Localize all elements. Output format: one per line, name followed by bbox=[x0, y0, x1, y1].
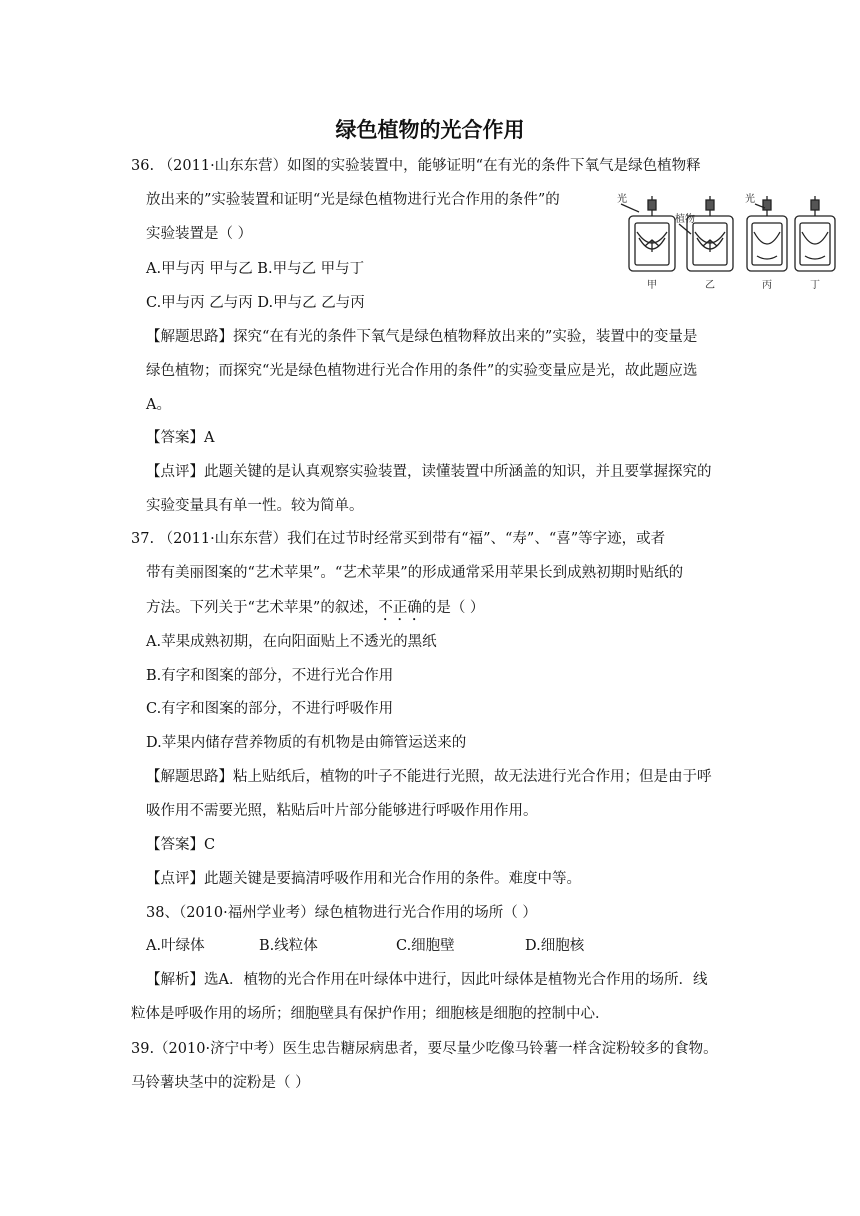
jar-bing bbox=[747, 196, 787, 271]
q37-option-c: C.有字和图案的部分，不进行呼吸作用 bbox=[146, 701, 394, 717]
q36-stem-line3: 实验装置是（ ） bbox=[146, 226, 253, 242]
fig-label-plant: 植物 bbox=[675, 214, 695, 225]
q37-stem-line3-post: 的是（ ） bbox=[421, 600, 485, 616]
q38-analysis-line2: 粒体是呼吸作用的场所；细胞壁具有保护作用；细胞核是细胞的控制中心． bbox=[131, 1006, 610, 1022]
fig-label-light-1: 光 bbox=[617, 194, 627, 205]
q37-thinking-line2: 吸作用不需要光照，粘贴后叶片部分能够进行呼吸作用作用。 bbox=[146, 803, 538, 819]
q36-options-ab: A.甲与丙 甲与乙 B.甲与乙 甲与丁 bbox=[146, 261, 365, 277]
q38-option-a: A.叶绿体 bbox=[146, 938, 205, 954]
q38-analysis-line1: 【解析】选A．植物的光合作用在叶绿体中进行，因此叶绿体是植物光合作用的场所．线 bbox=[146, 972, 708, 988]
q36-options-cd: C.甲与丙 乙与丙 D.甲与乙 乙与丙 bbox=[146, 295, 365, 311]
q39-stem-line1: 39.（2010·济宁中考）医生忠告糖尿病患者，要尽量少吃像马铃薯一样含淀粉较多的食物。 bbox=[131, 1041, 718, 1057]
jar-ding bbox=[795, 196, 835, 271]
q37-stem-line3-pre: 方法。下列关于“艺术苹果”的叙述， bbox=[146, 600, 379, 616]
jar-jia bbox=[621, 196, 675, 271]
q37-option-d: D.苹果内储存营养物质的有机物是由筛管运送来的 bbox=[146, 735, 467, 751]
q36-comment-line1: 【点评】此题关键的是认真观察实验装置，读懂装置中所涵盖的知识，并且要掌握探究的 bbox=[146, 464, 712, 480]
jar-yi bbox=[679, 196, 733, 271]
q37-stem-line2: 带有美丽图案的“艺术苹果”。“艺术苹果”的形成通常采用苹果长到成熟初期时贴纸的 bbox=[146, 565, 684, 581]
q37-emphasis-incorrect: 不正确 bbox=[378, 600, 422, 616]
q36-comment-line2: 实验变量具有单一性。较为简单。 bbox=[146, 498, 364, 514]
fig-label-ding: 丁 bbox=[810, 280, 820, 291]
fig-label-bing: 丙 bbox=[762, 280, 772, 291]
q37-stem-line1: 37. （2011·山东东营）我们在过节时经常买到带有“福”、“寿”、“喜”等字迹，或者 bbox=[131, 531, 666, 547]
q36-stem-line2: 放出来的”实验装置和证明“光是绿色植物进行光合作用的条件”的 bbox=[146, 192, 560, 208]
q38-option-d: D.细胞核 bbox=[525, 938, 585, 954]
q36-thinking-line2: 绿色植物；而探究“光是绿色植物进行光合作用的条件”的实验变量应是光，故此题应选 bbox=[146, 363, 698, 379]
q38-option-b: B.线粒体 bbox=[259, 938, 318, 954]
q36-thinking-line1: 【解题思路】探究“在有光的条件下氧气是绿色植物释放出来的”实验，装置中的变量是 bbox=[146, 329, 698, 345]
q38-option-c: C.细胞壁 bbox=[396, 938, 455, 954]
q37-thinking-line1: 【解题思路】粘上贴纸后，植物的叶子不能进行光照，故无法进行光合作用；但是由于呼 bbox=[146, 769, 712, 785]
q37-answer: 【答案】C bbox=[146, 837, 216, 853]
fig-label-jia: 甲 bbox=[647, 280, 657, 291]
q37-stem-line3 bbox=[146, 598, 484, 624]
q36-thinking-line3: A。 bbox=[146, 397, 171, 413]
fig-label-light-2: 光 bbox=[745, 194, 755, 205]
experiment-apparatus-figure bbox=[617, 186, 837, 298]
q36-answer: 【答案】A bbox=[146, 430, 215, 446]
page-title: 绿色植物的光合作用 bbox=[335, 118, 525, 142]
q39-stem-line2: 马铃薯块茎中的淀粉是（ ） bbox=[131, 1075, 310, 1091]
fig-label-yi: 乙 bbox=[705, 280, 715, 291]
q37-option-a: A.苹果成熟初期，在向阳面贴上不透光的黑纸 bbox=[146, 634, 437, 650]
q36-stem-line1: 36. （2011·山东东营）如图的实验装置中，能够证明“在有光的条件下氧气是绿色植物释 bbox=[131, 158, 701, 174]
q38-stem: 38、（2010·福州学业考）绿色植物进行光合作用的场所（ ） bbox=[146, 905, 537, 921]
q37-comment: 【点评】此题关键是要搞清呼吸作用和光合作用的条件。难度中等。 bbox=[146, 871, 581, 887]
q37-option-b: B.有字和图案的部分，不进行光合作用 bbox=[146, 668, 394, 684]
